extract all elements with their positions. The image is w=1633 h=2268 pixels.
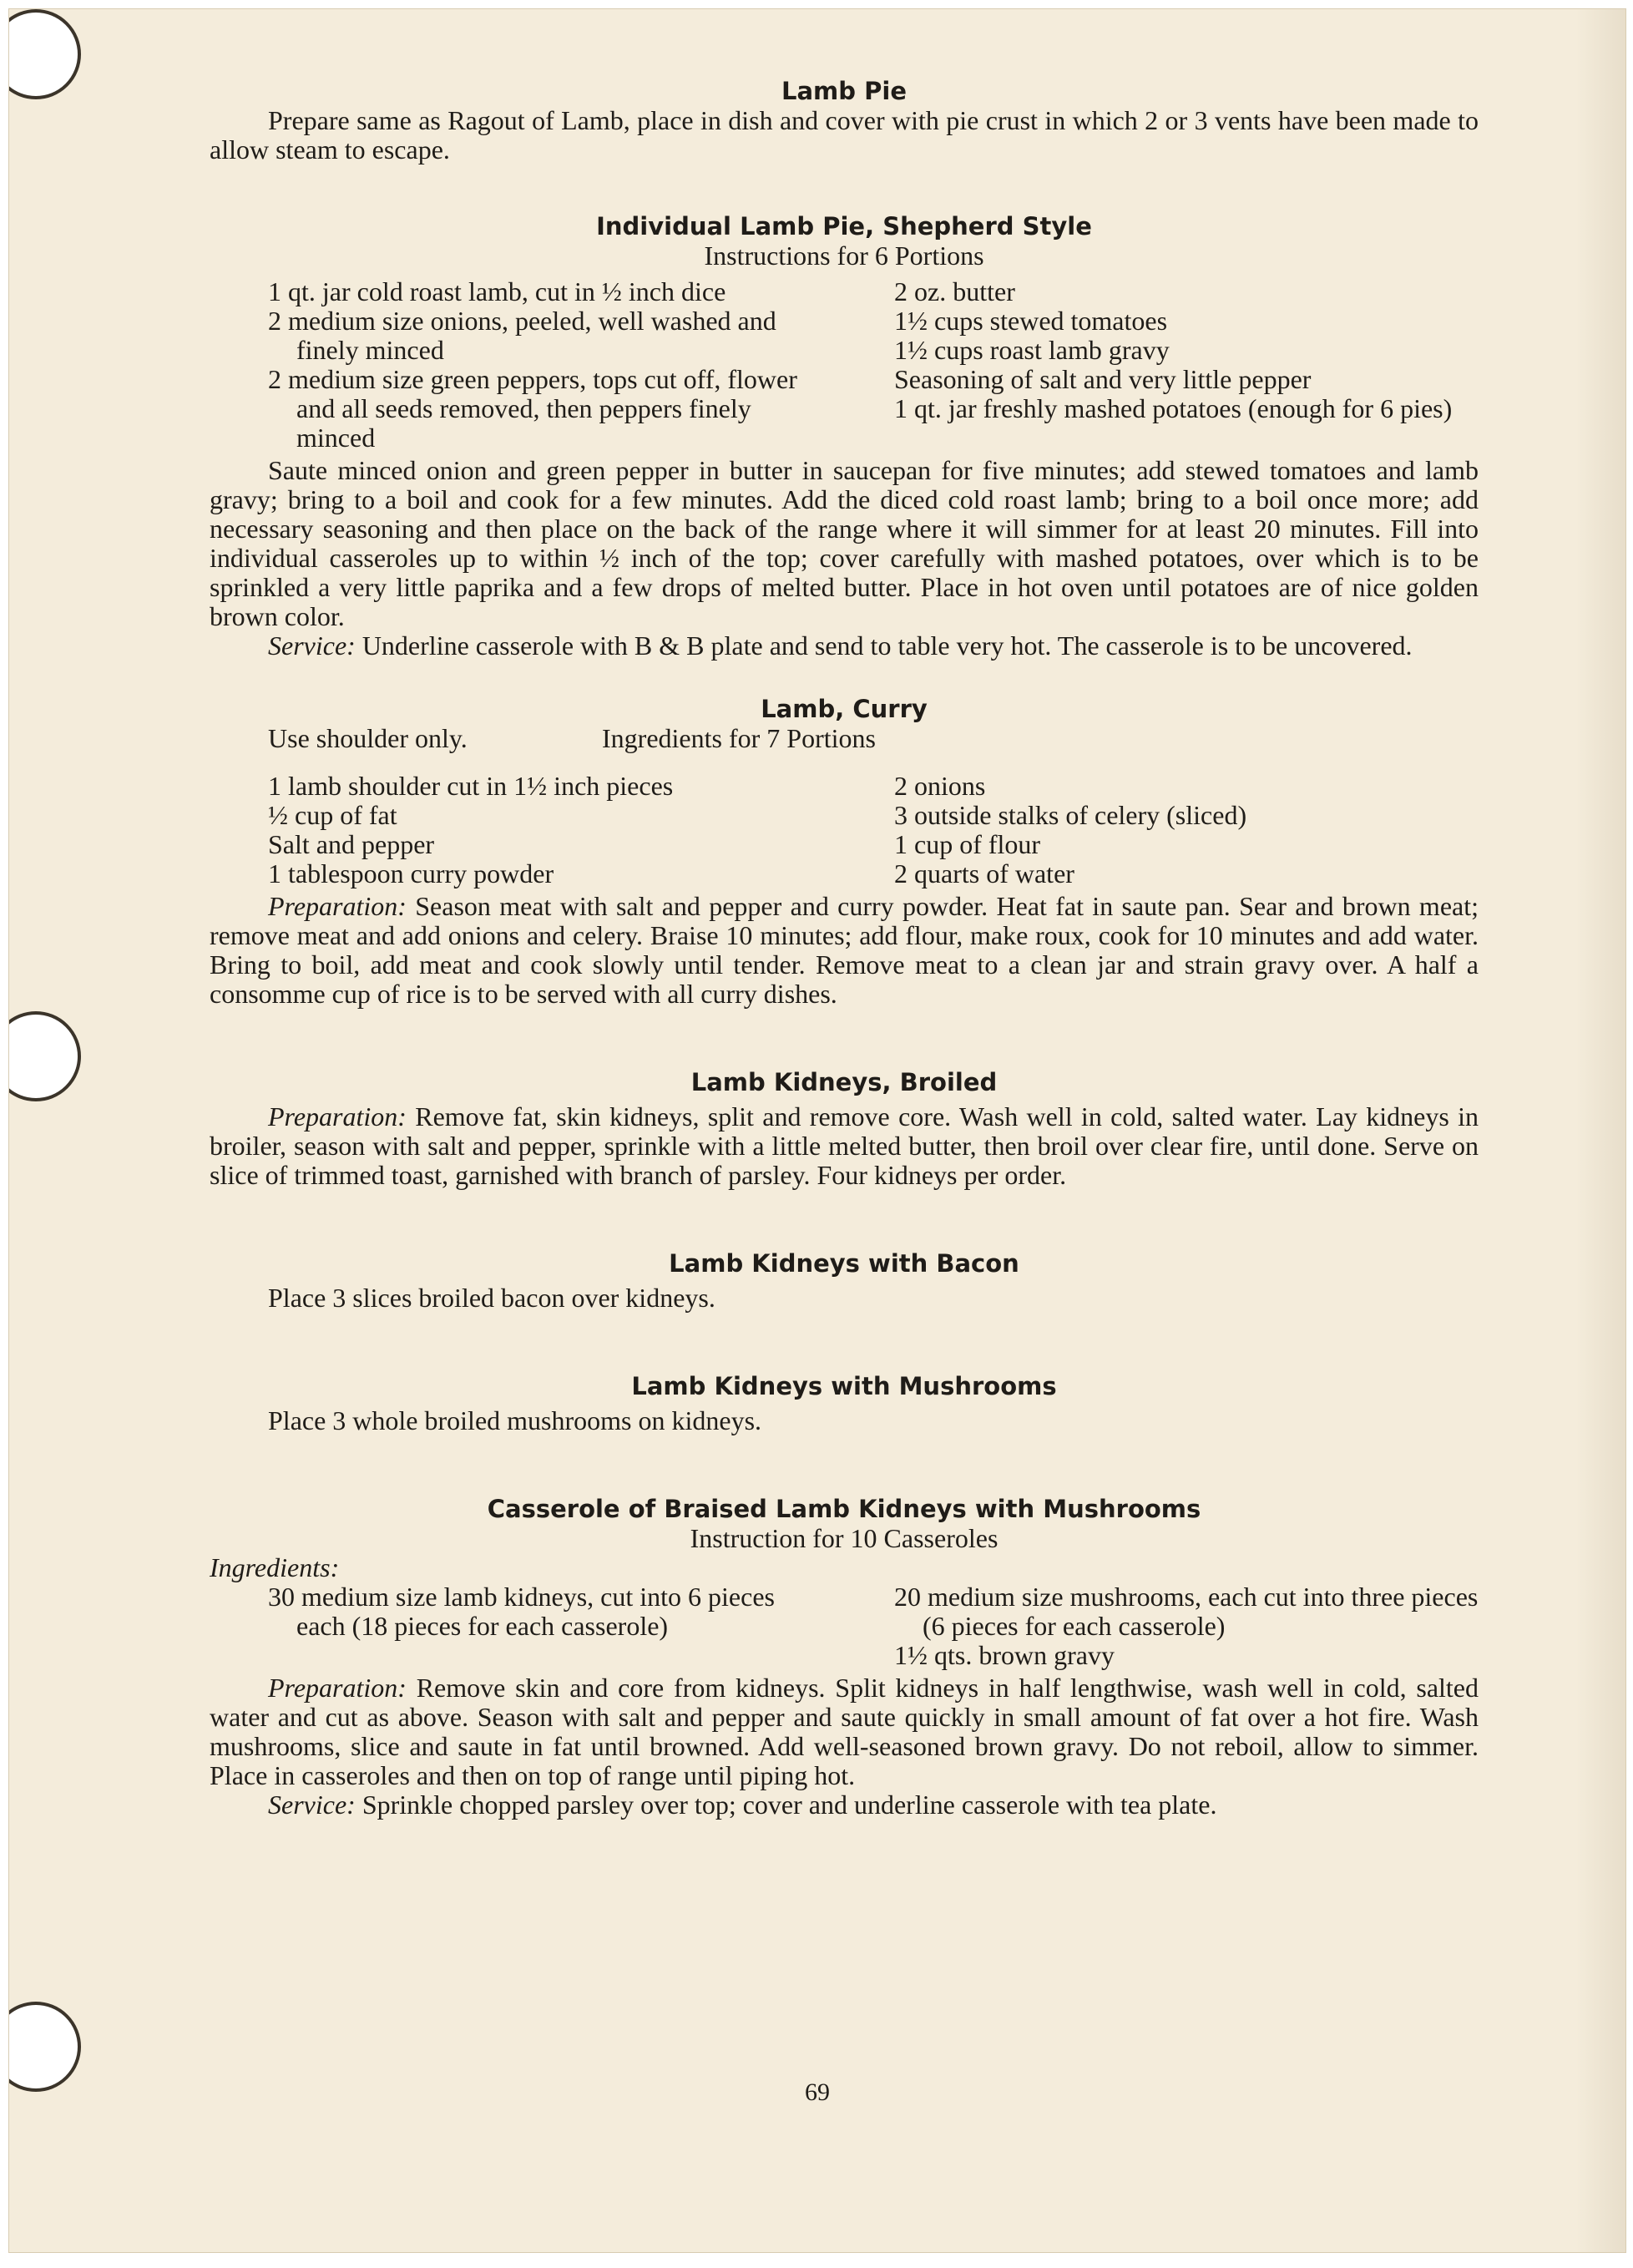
recipe-kidneys-broiled (210, 1067, 1479, 1190)
preparation-label: Preparation: (268, 1673, 407, 1703)
preparation-note (210, 1673, 1479, 1790)
service-text: Underline casserole with B & B plate and send to table very hot. The casserole is to be uncovered. (361, 630, 1413, 661)
preparation-label: Preparation: (268, 1101, 407, 1131)
recipe-shepherd-pie (210, 211, 1479, 661)
ingredient-item: 2 medium size onions, peeled, well washed and finely minced (268, 306, 776, 365)
ingredients-right (894, 1582, 1479, 1670)
recipe-text: Prepare same as Ragout of Lamb, place in dish and cover with pie crust in which 2 or 3 vents have been made to allow steam to escape. (210, 105, 1479, 165)
recipe-title: Casserole of Braised Lamb Kidneys with Mushrooms (487, 1495, 1201, 1523)
recipe-title: Lamb, Curry (761, 695, 928, 723)
preparation-text: Remove fat, skin kidneys, split and remove core. Wash well in cold, salted water. Lay kidneys in broiler, season with salt and pepper, sprinkle with a little melted butter, then broil over clear fire, until done. Serve on slice of trimmed toast, garnished with branch of parsley. Four kidneys per order. (210, 1101, 1479, 1190)
ingredient-item: 1 tablespoon curry powder (268, 858, 554, 888)
ingredient-item: 1½ cups stewed tomatoes (894, 306, 1168, 336)
recipe-title: Individual Lamb Pie, Shepherd Style (596, 212, 1092, 240)
ingredient-item: Salt and pepper (268, 829, 435, 859)
preparation-note (210, 1102, 1479, 1190)
ingredient-item: 2 medium size green peppers, tops cut off, flower and all seeds removed, then peppers finely minced (268, 364, 797, 453)
recipe-kidneys-bacon (210, 1248, 1479, 1313)
ingredients-label: Ingredients: (210, 1552, 340, 1582)
ingredient-item: 1 qt. jar freshly mashed potatoes (enough for 6 pies) (894, 393, 1453, 423)
recipe-text: Place 3 whole broiled mushrooms on kidneys. (268, 1405, 762, 1435)
ingredients-left (210, 277, 827, 453)
page-number: 69 (805, 2078, 830, 2106)
recipe-lamb-curry (210, 694, 1479, 1009)
ingredient-item: 1½ cups roast lamb gravy (894, 335, 1170, 365)
ingredient-columns (210, 1582, 1479, 1670)
service-label: Service: (268, 630, 356, 661)
recipe-title: Lamb Pie (781, 77, 907, 105)
recipe-subtitle: Ingredients for 7 Portions (602, 723, 876, 753)
recipe-lamb-pie (210, 76, 1479, 165)
ingredient-item: 2 onions (894, 771, 986, 801)
ingredient-item: 1 lamb shoulder cut in 1½ inch pieces (268, 771, 674, 801)
ingredients-left (210, 772, 844, 888)
curry-header-row (210, 724, 1479, 753)
preparation-text: Season meat with salt and pepper and curry powder. Heat fat in saute pan. Sear and brown meat; remove meat and add onions and celery. Braise 10 minutes; add flour, make roux, cook for 10 minutes and add water. Bring to boil, add meat and cook slowly until tender. Remove meat to a clean jar and strain gravy over. A half a consomme cup of rice is to be served with all curry dishes. (210, 891, 1479, 1009)
ingredient-item: Seasoning of salt and very little pepper (894, 364, 1312, 394)
ingredient-columns (210, 772, 1479, 888)
recipe-text: Place 3 slices broiled bacon over kidneys. (268, 1283, 715, 1313)
ingredients-right (894, 277, 1479, 453)
page-content (210, 76, 1479, 1820)
punch-hole-middle (8, 1011, 81, 1101)
ingredient-item: ½ cup of fat (268, 800, 397, 830)
ingredient-item: 1½ qts. brown gravy (894, 1640, 1115, 1670)
ingredient-item: 1 qt. jar cold roast lamb, cut in ½ inch dice (268, 276, 726, 306)
preparation-label: Preparation: (268, 891, 407, 921)
service-note (210, 1790, 1479, 1820)
recipe-title: Lamb Kidneys with Mushrooms (631, 1372, 1057, 1400)
recipe-subtitle: Instructions for 6 Portions (704, 240, 984, 271)
use-note: Use shoulder only. (268, 723, 468, 753)
preparation-text: Remove skin and core from kidneys. Split kidneys in half lengthwise, wash well in cold, salted water and cut as above. Season with salt and pepper and saute quickly in small amount of fat over a hot fire. Wash mushrooms, slice and saute in fat until browned. Add well-seasoned brown gravy. Do not reboil, allow to simmer. Place in casseroles and then on top of range until piping hot. (210, 1673, 1479, 1790)
ingredient-columns (210, 277, 1479, 453)
ingredient-item: 2 oz. butter (894, 276, 1015, 306)
ingredient-item: 2 quarts of water (894, 858, 1074, 888)
document-page (8, 8, 1626, 2253)
service-note (210, 631, 1479, 661)
ingredient-item: 1 cup of flour (894, 829, 1041, 859)
punch-hole-top (8, 9, 81, 99)
recipe-kidneys-mushrooms (210, 1371, 1479, 1435)
ingredient-item: 30 medium size lamb kidneys, cut into 6 pieces each (18 pieces for each casserole) (268, 1582, 775, 1641)
ingredients-right (894, 772, 1479, 888)
service-label: Service: (268, 1790, 356, 1820)
recipe-title: Lamb Kidneys, Broiled (690, 1068, 998, 1096)
ingredient-item: 3 outside stalks of celery (sliced) (894, 800, 1247, 830)
preparation-note (210, 892, 1479, 1009)
page-edge-shading (1575, 9, 1625, 2252)
recipe-title: Lamb Kidneys with Bacon (669, 1249, 1019, 1278)
recipe-subtitle: Instruction for 10 Casseroles (690, 1523, 999, 1553)
ingredient-item: 20 medium size mushrooms, each cut into three pieces (6 pieces for each casserole) (894, 1582, 1479, 1641)
ingredients-left (210, 1582, 827, 1670)
service-text: Sprinkle chopped parsley over top; cover and underline casserole with tea plate. (361, 1790, 1217, 1820)
method-text: Saute minced onion and green pepper in butter in saucepan for five minutes; add stewed tomatoes and lamb gravy; bring to a boil and cook for a few minutes. Add the diced cold roast lamb; bring to a boil once more; add necessary seasoning and then place on the back of the range where it will simmer for at least 20 minutes. Fill into individual casseroles up to within ½ inch of the top; cover carefully with mashed potatoes, over which is to be sprinkled a very little paprika and a few drops of melted butter. Place in hot oven until potatoes are of nice golden brown color. (210, 455, 1479, 631)
recipe-kidney-casserole (210, 1494, 1479, 1820)
